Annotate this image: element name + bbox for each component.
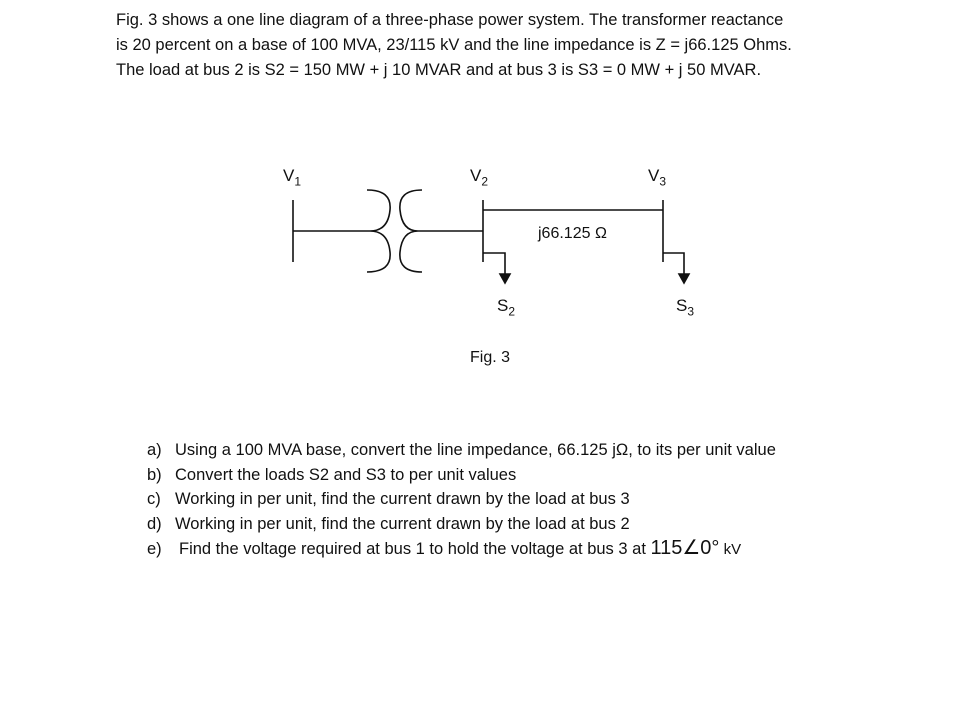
voltage-value: 115∠0°	[650, 537, 720, 559]
label-v3: $V_3$	[648, 166, 667, 189]
question-letter: e)	[147, 540, 162, 558]
load-s2-arrow-icon	[483, 253, 510, 283]
label-v1: $V_1$	[283, 166, 302, 189]
question-a	[147, 438, 776, 463]
intro-line: is 20 percent on a base of 100 MVA, 23/115 kV and the line impedance is Z = j66.125 Ohms.	[116, 36, 792, 54]
label-s3: $S_3$	[676, 296, 695, 319]
question-text: Using a 100 MVA base, convert the line impedance, 66.125 jΩ, to its per unit value	[175, 441, 776, 459]
question-e	[147, 536, 776, 563]
question-text: Find the voltage required at bus 1 to hold the voltage at bus 3 at	[179, 540, 651, 558]
transformer-icon	[367, 190, 422, 272]
question-letter: b)	[147, 465, 162, 484]
question-letter: c)	[147, 490, 161, 508]
line-impedance-label: j66.125 Ω	[538, 225, 607, 242]
question-text: Convert the loads S2 and S3 to per unit values	[175, 465, 517, 484]
question-b	[147, 463, 776, 488]
label-v2: $V_2$	[470, 166, 489, 189]
question-text: Working in per unit, find the current drawn by the load at bus 3	[175, 490, 630, 508]
intro-line: Fig. 3 shows a one line diagram of a three-phase power system. The transformer reactance	[116, 11, 784, 29]
question-d	[147, 512, 776, 537]
figure-caption: Fig. 3	[470, 349, 511, 366]
load-s3-arrow-icon	[663, 253, 689, 283]
question-text: Working in per unit, find the current drawn by the load at bus 2	[175, 514, 630, 533]
voltage-unit: kV	[719, 541, 742, 558]
question-letter: d)	[147, 514, 162, 533]
label-s2: $S_2$	[497, 296, 516, 319]
question-c	[147, 487, 776, 512]
question-list	[147, 438, 776, 563]
intro-line: The load at bus 2 is S2 = 150 MW + j 10 MVAR and at bus 3 is S3 = 0 MW + j 50 MVAR.	[116, 61, 762, 79]
question-letter: a)	[147, 441, 162, 459]
